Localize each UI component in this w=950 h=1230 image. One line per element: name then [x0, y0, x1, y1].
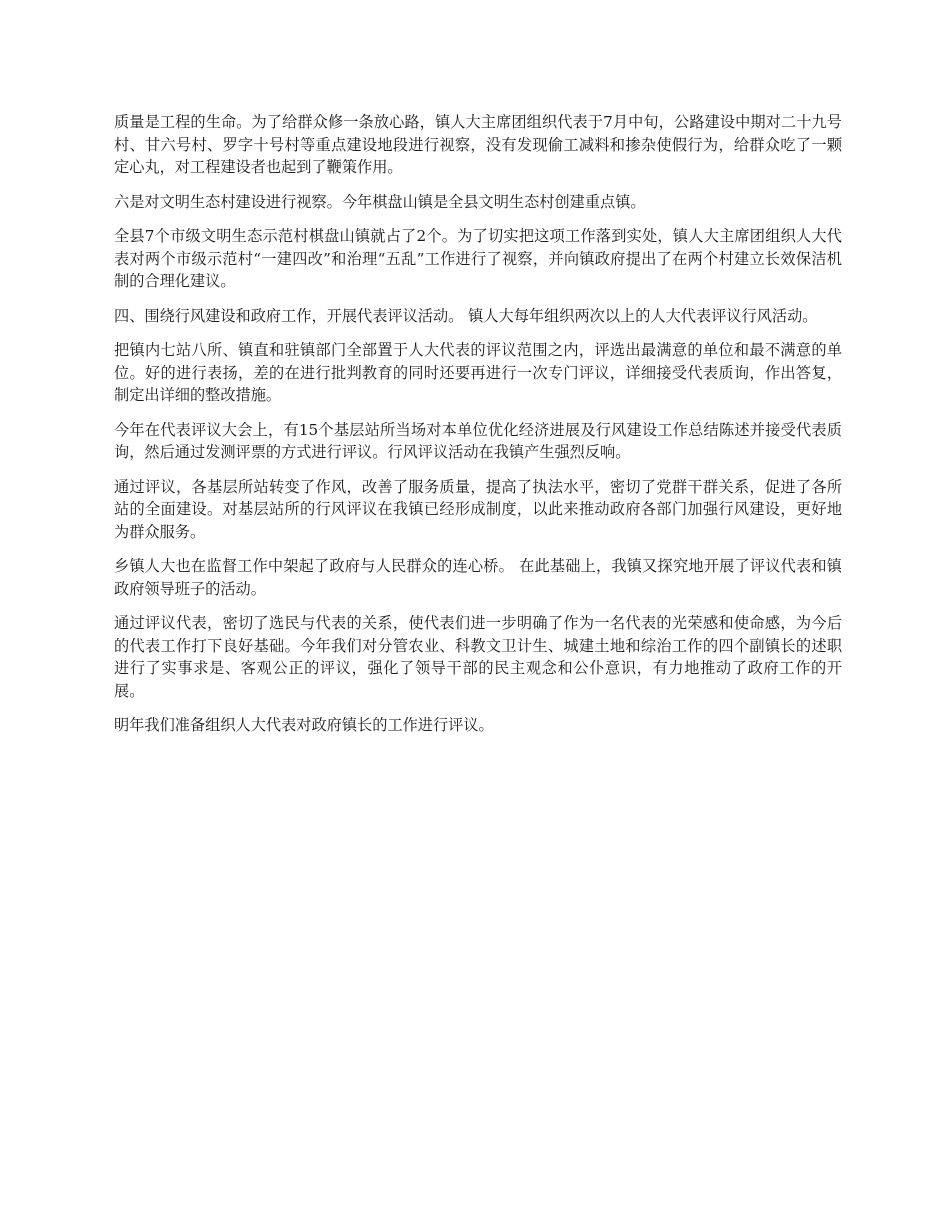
paragraph-1: 质量是工程的生命。为了给群众修一条放心路，镇人大主席团组织代表于7月中旬，公路建设中期对二十九号村、甘六号村、罗字十号村等重点建设地段进行视察，没有发现偷工减料和掺杂使假行为，给群众吃了一颗定心丸，对工程建设者也起到了鞭策作用。: [114, 113, 842, 176]
paragraph-4: 四、围绕行风建设和政府工作，开展代表评议活动。 镇人大每年组织两次以上的人大代表评议行风活动。: [114, 306, 818, 325]
paragraph-7: 通过评议，各基层所站转变了作风，改善了服务质量，提高了执法水平，密切了党群干群关系，促进了各所站的全面建设。对基层站所的行风评议在我镇已经形成制度，以此来推动政府各部门加强行风建设，更好地为群众服务。: [114, 477, 842, 541]
paragraph-10: 明年我们准备组织人大代表对政府镇长的工作进行评议。: [114, 716, 494, 734]
paragraph-2: 六是对文明生态村建设进行视察。今年棋盘山镇是全县文明生态村创建重点镇。: [114, 192, 646, 211]
paragraph-3: 全县7个市级文明生态示范村棋盘山镇就占了2个。为了切实把这项工作落到实处，镇人大主席团组织人大代表对两个市级示范村“一建四改”和治理“五乱”工作进行了视察，并向镇政府提出了在两个村建立长效保洁机制的合理化建议。: [114, 227, 842, 290]
paragraph-8: 乡镇人大也在监督工作中架起了政府与人民群众的连心桥。 在此基础上，我镇又探究地开展了评议代表和镇政府领导班子的活动。: [114, 557, 842, 598]
paragraph-6: 今年在代表评议大会上，有15个基层站所当场对本单位优化经济进展及行风建设工作总结陈述并接受代表质询，然后通过发测评票的方式进行评议。行风评议活动在我镇产生强烈反响。: [114, 420, 842, 461]
paragraph-5: 把镇内七站八所、镇直和驻镇部门全部置于人大代表的评议范围之内，评选出最满意的单位和最不满意的单位。好的进行表扬，差的在进行批判教育的同时还要再进行一次专门评议，详细接受代表质询，作出答复，制定出详细的整改措施。: [114, 341, 842, 404]
paragraph-9: 通过评议代表，密切了选民与代表的关系，使代表们进一步明确了作为一名代表的光荣感和使命感，为今后的代表工作打下良好基础。今年我们对分管农业、科教文卫计生、城建土地和综治工作的四个副镇长的述职进行了实事求是、客观公正的评议，强化了领导干部的民主观念和公仆意识，有力地推动了政府工作的开展。: [114, 614, 842, 700]
document-body: [114, 111, 842, 749]
